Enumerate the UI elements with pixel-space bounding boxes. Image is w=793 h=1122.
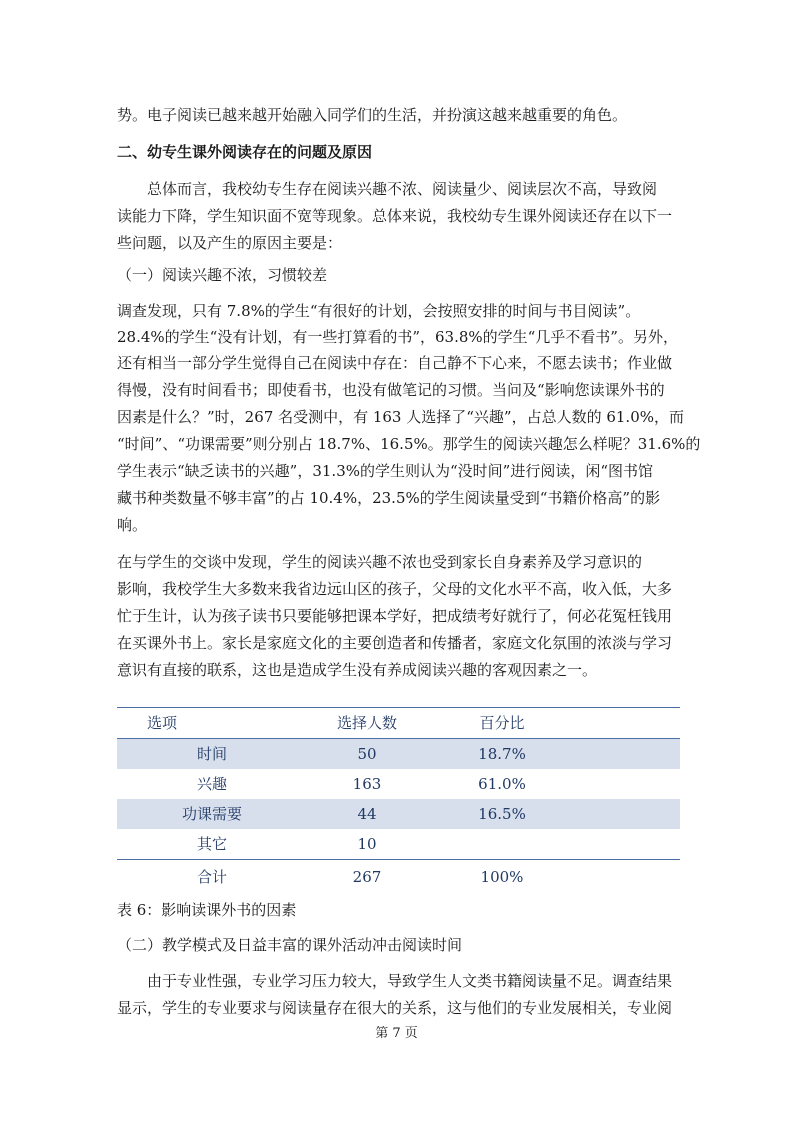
table-cell: 合计 — [196, 868, 227, 886]
subsection-heading: （一）阅读兴趣不浓，习惯较差 — [117, 266, 328, 284]
table-total-rule — [117, 859, 680, 860]
paragraph-line: 势。电子阅读已越来越开始融入同学们的生活，并扮演这越来越重要的角色。 — [117, 106, 628, 124]
table-row — [117, 799, 680, 829]
table-row — [117, 769, 680, 799]
table-cell: 50 — [357, 745, 377, 763]
paragraph-line: 还有相当一部分学生觉得自己在阅读中存在：自己静不下心来，不愿去读书；作业做 — [117, 354, 673, 372]
table-cell: 兴趣 — [196, 775, 227, 793]
table-cell: 其它 — [196, 835, 227, 853]
table-header-cell: 百分比 — [479, 714, 525, 732]
paragraph-line: 总体而言，我校幼专生存在阅读兴趣不浓、阅读量少、阅读层次不高，导致阅 — [147, 180, 658, 198]
table-cell: 时间 — [196, 745, 227, 763]
table-cell: 18.7% — [478, 745, 526, 763]
table-caption: 表 6：影响读课外书的因素 — [117, 901, 297, 919]
paragraph-line: 因素是什么？”时，267 名受测中，有 163 人选择了“兴趣”，占总人数的 61.0%，而 — [117, 408, 684, 426]
table-row — [117, 829, 680, 859]
paragraph-line: 响。 — [117, 516, 148, 534]
paragraph-line: 学生表示“缺乏读书的兴趣”，31.3%的学生则认为“没时间”进行阅读，闲“图书馆 — [117, 462, 653, 480]
paragraph-line: 得慢，没有时间看书；即使看书，也没有做笔记的习惯。当问及“影响您读课外书的 — [117, 381, 665, 399]
paragraph-line: 由于专业性强，专业学习压力较大，导致学生人文类书籍阅读量不足。调查结果 — [147, 972, 673, 990]
paragraph-line: 调查发现，只有 7.8%的学生“有很好的计划，会按照安排的时间与书目阅读”。 — [117, 302, 641, 320]
table-header-row — [117, 708, 680, 738]
paragraph-line: “时间”、“功课需要”则分别占 18.7%、16.5%。那学生的阅读兴趣怎么样呢？31.6%的 — [117, 435, 701, 453]
table-row — [117, 739, 680, 769]
table-cell: 163 — [352, 775, 382, 793]
paragraph-line: 意识有直接的联系，这也是造成学生没有养成阅读兴趣的客观因素之一。 — [117, 661, 598, 679]
table-cell: 100% — [480, 868, 524, 886]
paragraph-line: 影响，我校学生大多数来我省边远山区的孩子，父母的文化水平不高，收入低，大多 — [117, 580, 673, 598]
table-cell: 16.5% — [478, 805, 526, 823]
table-cell: 功课需要 — [181, 805, 242, 823]
table-total-row — [117, 862, 680, 892]
paragraph-line: 些问题，以及产生的原因主要是： — [117, 234, 343, 252]
table-header-cell: 选择人数 — [336, 714, 397, 732]
table-cell: 44 — [357, 805, 377, 823]
table-cell — [442, 829, 562, 859]
paragraph-line: 28.4%的学生“没有计划，有一些打算看的书”，63.8%的学生“几乎不看书”。另外， — [117, 328, 678, 346]
subsection-heading: （二）教学模式及日益丰富的课外活动冲击阅读时间 — [117, 936, 463, 954]
paragraph-line: 藏书种类数量不够丰富”的占 10.4%，23.5%的学生阅读量受到“书籍价格高”的影 — [117, 489, 661, 507]
paragraph-line: 读能力下降，学生知识面不宽等现象。总体来说，我校幼专生课外阅读还存在以下一 — [117, 207, 673, 225]
table-cell: 61.0% — [478, 775, 526, 793]
paragraph-line: 忙于生计，认为孩子读书只要能够把课本学好，把成绩考好就行了，何必花冤枉钱用 — [117, 607, 673, 625]
table-cell: 10 — [357, 835, 377, 853]
paragraph-line: 显示，学生的专业要求与阅读量存在很大的关系，这与他们的专业发展相关，专业阅 — [117, 999, 673, 1017]
page-number: 第 7 页 — [375, 1026, 418, 1041]
table-header-cell: 选项 — [147, 714, 178, 732]
paragraph-line: 在与学生的交谈中发现，学生的阅读兴趣不浓也受到家长自身素养及学习意识的 — [117, 553, 643, 571]
table-cell: 267 — [352, 868, 382, 886]
paragraph-line: 在买课外书上。家长是家庭文化的主要创造者和传播者，家庭文化氛围的浓淡与学习 — [117, 634, 673, 652]
section-heading: 二、幼专生课外阅读存在的问题及原因 — [117, 143, 373, 161]
